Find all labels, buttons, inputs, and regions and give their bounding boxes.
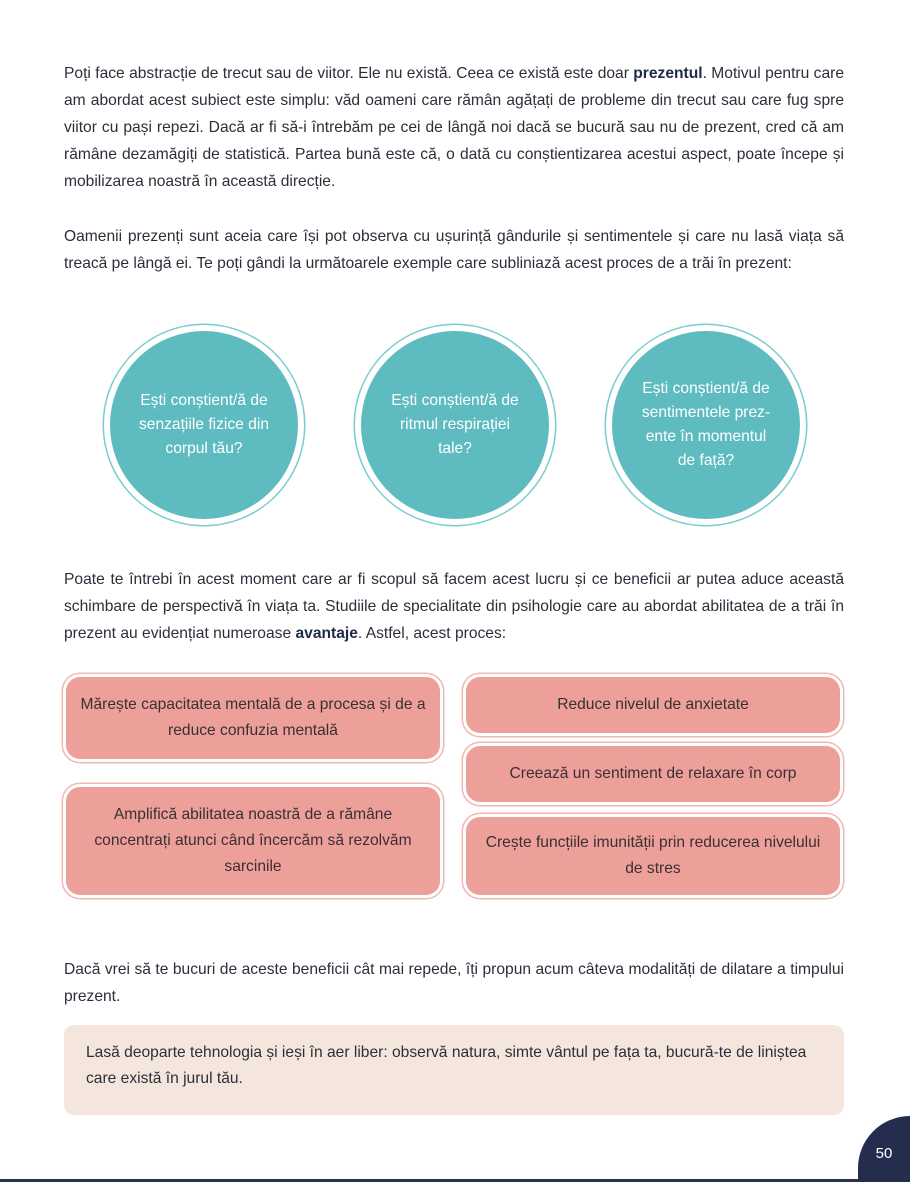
- benefits-paragraph: [64, 566, 844, 647]
- intro-text-a: Poți face abstracție de trecut sau de viitor. Ele nu există. Ceea ce există este doar: [64, 65, 634, 82]
- question-circle-text: Ești conștient/ă de ritmul respirației tale?: [391, 392, 519, 457]
- intro-paragraph: [64, 60, 844, 195]
- benefits-text-a: Poate te întrebi în acest moment care ar fi scopul să facem acest lucru și ce beneficii ar putea aduce această schimbare de perspectivă în viața ta. Studiile de specialitate din psihologie care au abordat abilitatea de a trăi în prezent au evidențiat numeroase: [64, 571, 844, 642]
- present-people-paragraph: Oamenii prezenți sunt aceia care își pot observa cu ușurință gândurile și sentimentele și care nu lasă viața să treacă pe lângă ei. Te poți gândi la următoarele exemple care subliniază acest proces de a trăi în prezent:: [64, 228, 844, 272]
- question-circle-body-sensations: [104, 325, 304, 525]
- intro-text-b: . Motivul pentru care am abordat acest subiect este simplu: văd oameni care rămân agățați de probleme din trecut sau care fug spre viitor cu pași repezi. Dacă ar fi să-i întrebăm pe cei de lângă noi dacă se bucură sau nu de prezent, cred că am rămâne dezamăgiți de statistică. Partea bună este că, o dată cu conștientizarea acestui aspect, poate începe și mobilizarea noastră în această direcție.: [64, 65, 844, 190]
- intro-bold-present: prezentul: [633, 65, 703, 82]
- benefit-box-relaxation: Creează un sentiment de relaxare în corp: [466, 746, 840, 802]
- benefit-box-immunity: Crește funcțiile imunității prin reducerea nivelului de stres: [466, 817, 840, 895]
- question-circle-text: Ești conștient/ă de sentimentele prez- ente în momentul de față?: [641, 380, 771, 469]
- closing-paragraph: Dacă vrei să te bucuri de aceste beneficii cât mai repede, îți propun acum câteva modalități de dilatare a timpului prezent.: [64, 961, 844, 1005]
- question-circle-feelings: [606, 325, 806, 525]
- page-number: 50: [875, 1145, 893, 1162]
- question-circle-breathing: [355, 325, 555, 525]
- page-number-badge: [858, 1116, 910, 1182]
- benefits-text-b: . Astfel, acest proces:: [357, 625, 507, 642]
- benefits-bold-advantages: avantaje: [295, 625, 358, 642]
- tip-box: Lasă deoparte tehnologia și ieși în aer liber: observă natura, simte vântul pe fața ta, bucură-te de liniștea care există în jurul tău.: [64, 1025, 844, 1115]
- benefit-box-mental-capacity: Mărește capacitatea mentală de a procesa și de a reduce confuzia mentală: [66, 677, 440, 759]
- benefit-box-concentration: Amplifică abilitatea noastră de a rămâne concentrați atunci când încercăm să rezolvăm sarcinile: [66, 787, 440, 895]
- benefit-box-anxiety: Reduce nivelul de anxietate: [466, 677, 840, 733]
- question-circle-text: Ești conștient/ă de senzațiile fizice din corpul tău?: [138, 392, 269, 457]
